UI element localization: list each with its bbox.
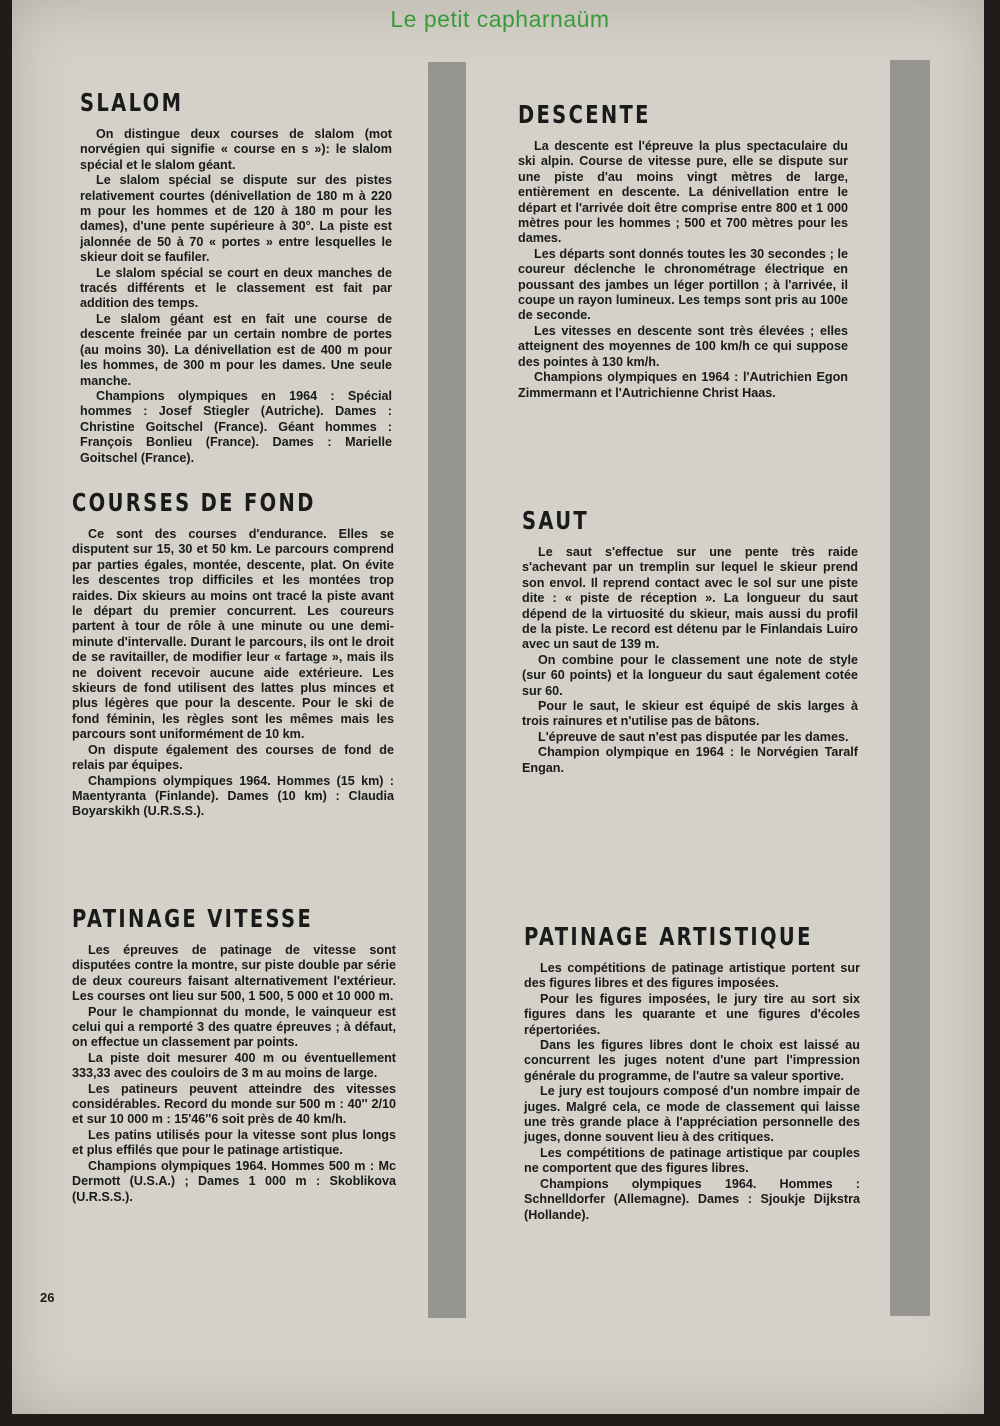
paragraph: Pour le championnat du monde, le vainqueur est celui qui a remporté 3 des quatre épreuves ; à défaut, on effectue un classement par points.: [72, 1004, 396, 1050]
section-body: [80, 127, 392, 466]
section-body: [72, 943, 396, 1205]
paragraph: Pour les figures imposées, le jury tire au sort six figures dans les quarante et une figures d'écoles répertoriées.: [524, 991, 860, 1037]
paragraph: Pour le saut, le skieur est équipé de skis larges à trois rainures et n'utilise pas de bâtons.: [522, 699, 858, 729]
section-title: DESCENTE: [518, 100, 651, 129]
section-body: [522, 545, 858, 776]
section-body: [72, 527, 394, 820]
paragraph: La descente est l'épreuve la plus spectaculaire du ski alpin. Course de vitesse pure, elle se dispute sur une piste d'au moins vingt mètres de large, entièrement en descente. La dénivellation entre le départ et l'arrivée doit être comprise entre 800 et 1 000 mètres pour les hommes ; 500 et 700 mètres pour les dames.: [518, 139, 848, 246]
paragraph: Les compétitions de patinage artistique par couples ne comportent que des figures libres.: [524, 1145, 860, 1176]
section-slalom: [80, 88, 392, 466]
left-column-bar: [428, 62, 466, 1318]
section-title: PATINAGE VITESSE: [72, 904, 314, 933]
paragraph: Champions olympiques 1964. Hommes 500 m : Mc Dermott (U.S.A.) ; Dames 1 000 m : Skoblikova (U.R.S.S.).: [72, 1158, 396, 1204]
paragraph: Les départs sont donnés toutes les 30 secondes ; le coureur déclenche le chronométrage électrique en poussant des jambes un léger portillon ; à l'arrivée, il coupe un rayon lumineux. Les temps sont pris au 100e de seconde.: [518, 246, 848, 323]
paragraph: Dans les figures libres dont le choix est laissé au concurrent les juges notent d'une part l'impression générale du programme, de l'autre sa valeur sportive.: [524, 1038, 860, 1083]
paragraph: Le slalom spécial se court en deux manches de tracés différents et le classement est fait par addition des temps.: [80, 265, 392, 311]
section-title: SLALOM: [80, 88, 184, 117]
paragraph: Les épreuves de patinage de vitesse sont disputées contre la montre, sur piste double par série de deux coureurs faisant alternativement l'extérieur. Les courses ont lieu sur 500, 1 500, 5 000 et 10 000 m.: [72, 943, 396, 1004]
paragraph: Ce sont des courses d'endurance. Elles se disputent sur 15, 30 et 50 km. Le parcours comprend par parties égales, montée, descente, plat. On évite les descentes trop difficiles et les montées trop raides. Dix skieurs au moins ont tracé la piste avant le départ du premier concurrent. Les coureurs partent à tour de rôle à une minute ou une demi-minute d'intervalle. Durant le parcours, ils ont le droit de se ravitailler, de modifier leur « fartage », mais ils ne doivent recevoir aucune aide extérieure. Les skieurs de fond utilisent des lattes plus minces et plus légères que pour la descente. Pour le ski de fond féminin, les règles sont les mêmes mais les parcours sont uniformément de 10 km.: [72, 527, 394, 742]
paragraph: Champions olympiques 1964. Hommes (15 km) : Maentyranta (Finlande). Dames (10 km) : Claudia Boyarskikh (U.R.S.S.).: [72, 773, 394, 819]
section-body: [518, 139, 848, 401]
section-saut: [522, 506, 858, 776]
paragraph: On distingue deux courses de slalom (mot norvégien qui signifie « course en s »): le slalom spécial et le slalom géant.: [80, 127, 392, 172]
section-descente: [518, 100, 848, 401]
paragraph: Le saut s'effectue sur une pente très raide s'achevant par un tremplin sur lequel le skieur prend son envol. Il reprend contact avec le sol sur une piste dite : « piste de réception ». La longueur du saut dépend de la virtuosité du skieur, mais aussi du profil de la piste. Le record est détenu par le Finlandais Luiro avec un saut de 139 m.: [522, 545, 858, 652]
paragraph: On combine pour le classement une note de style (sur 60 points) et la longueur du saut également cotée sur 60.: [522, 652, 858, 698]
section-patinage-vitesse: [72, 904, 396, 1205]
watermark: Le petit capharnaüm: [390, 6, 610, 32]
paragraph: Les compétitions de patinage artistique portent sur des figures libres et des figures imposées.: [524, 961, 860, 991]
paragraph: Champions olympiques en 1964 : Spécial hommes : Josef Stiegler (Autriche). Dames : Christine Goitschel (France). Géant hommes : François Bonlieu (France). Dames : Marielle Goitschel (France).: [80, 388, 392, 465]
paragraph: On dispute également des courses de fond de relais par équipes.: [72, 742, 394, 773]
paragraph: Champion olympique en 1964 : le Norvégien Taralf Engan.: [522, 745, 858, 775]
section-patinage-artistique: [524, 922, 860, 1223]
paragraph: Les vitesses en descente sont très élevées ; elles atteignent des moyennes de 100 km/h ce qui suppose des pointes à 130 km/h.: [518, 323, 848, 369]
right-column-bar: [890, 60, 930, 1316]
section-title: PATINAGE ARTISTIQUE: [524, 922, 813, 951]
paragraph: La piste doit mesurer 400 m ou éventuellement 333,33 avec des couloirs de 3 m au moins de large.: [72, 1050, 396, 1081]
section-title: COURSES DE FOND: [72, 488, 316, 517]
paragraph: Champions olympiques en 1964 : l'Autrichien Egon Zimmermann et l'Autrichienne Christ Haas.: [518, 370, 848, 400]
page-number: 26: [40, 1290, 55, 1305]
section-body: [524, 961, 860, 1223]
paragraph: L'épreuve de saut n'est pas disputée par les dames.: [538, 729, 849, 744]
section-courses-de-fond: [72, 488, 394, 820]
paragraph: Le slalom géant est en fait une course de descente freinée par un certain nombre de portes (au moins 30). La dénivellation est de 400 m pour les hommes, de 300 m pour les dames. Une seule manche.: [80, 311, 392, 388]
paragraph: Le slalom spécial se dispute sur des pistes relativement courtes (dénivellation de 180 m à 220 m pour les hommes et de 120 à 180 m pour les dames), d'une pente supérieure à 30°. La piste est jalonnée de 50 à 70 « portes » entre lesquelles le skieur doit se faufiler.: [80, 173, 392, 265]
section-title: SAUT: [522, 506, 590, 535]
paragraph: Champions olympiques 1964. Hommes : Schnelldorfer (Allemagne). Dames : Sjoukje Dijkstra (Hollande).: [524, 1176, 860, 1222]
paragraph: Le jury est toujours composé d'un nombre impair de juges. Malgré cela, ce mode de classement qui laisse une très grande place à l'appréciation personnelle des juges, donne souvent lieu à des critiques.: [524, 1084, 860, 1145]
paragraph: Les patins utilisés pour la vitesse sont plus longs et plus effilés que pour le patinage artistique.: [72, 1127, 396, 1158]
paragraph: Les patineurs peuvent atteindre des vitesses considérables. Record du monde sur 500 m : 40'' 2/10 et sur 10 000 m : 15'46''6 soit près de 40 km/h.: [72, 1081, 396, 1127]
